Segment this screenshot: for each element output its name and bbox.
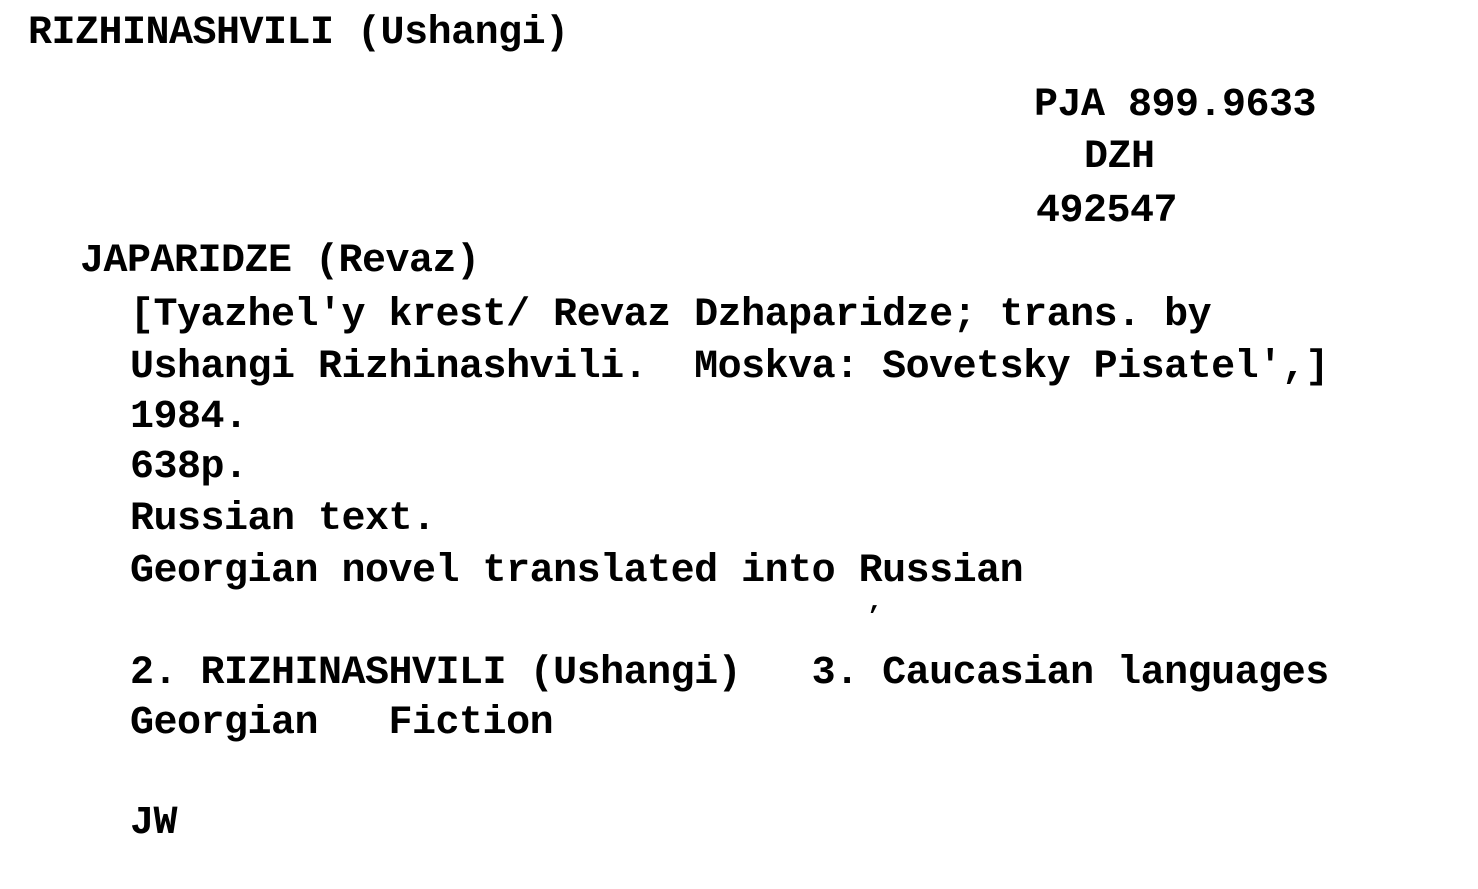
language-note: Russian text. bbox=[130, 497, 436, 542]
title-statement-line-2: Ushangi Rizhinashvili. Moskva: Sovetsky Pisatel',] bbox=[130, 345, 1329, 390]
accession-number: 492547 bbox=[1036, 189, 1178, 234]
tracing-line-2: Georgian Fiction bbox=[130, 701, 554, 746]
pagination: 638p. bbox=[130, 445, 248, 490]
title-statement-line-1: [Tyazhel'y krest/ Revaz Dzhaparidze; trans. by bbox=[130, 293, 1212, 338]
call-number-cutter: DZH bbox=[1084, 135, 1155, 180]
tracing-line-1: 2. RIZHINASHVILI (Ushangi) 3. Caucasian languages bbox=[130, 651, 1329, 696]
added-entry-heading: RIZHINASHVILI (Ushangi) bbox=[28, 11, 569, 56]
main-entry-author: JAPARIDZE (Revaz) bbox=[80, 239, 480, 284]
summary-note: Georgian novel translated into Russian bbox=[130, 549, 1024, 594]
cataloger-initials: JW bbox=[130, 801, 178, 846]
publication-year: 1984. bbox=[130, 395, 248, 440]
stray-ink-mark: ’ bbox=[866, 602, 882, 632]
call-number-class: PJA 899.9633 bbox=[1034, 83, 1317, 128]
